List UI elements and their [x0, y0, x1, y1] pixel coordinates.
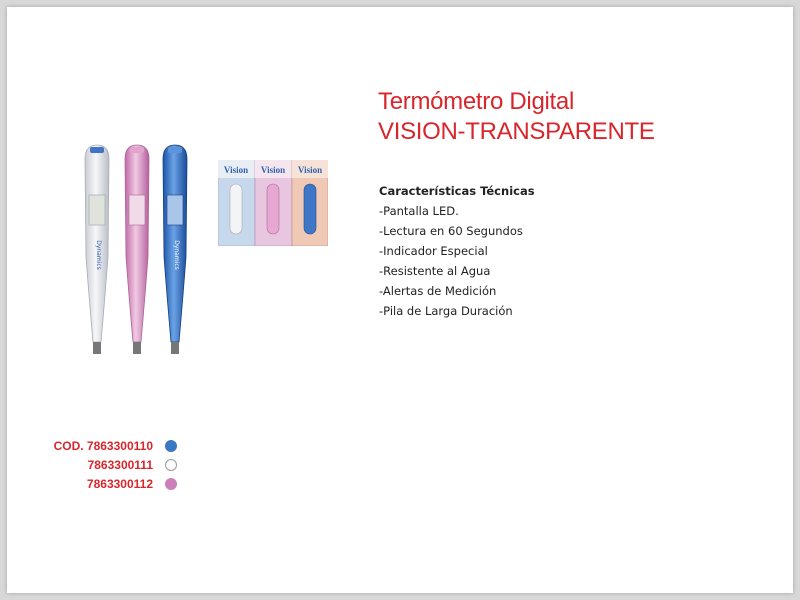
svg-text:Vision: Vision	[297, 165, 323, 175]
package-clear	[218, 160, 255, 246]
package-blue	[292, 160, 328, 246]
spec-item: -Indicador Especial	[379, 244, 488, 258]
product-codes	[37, 437, 177, 494]
thermometers-image	[77, 137, 207, 367]
catalog-page	[7, 7, 793, 593]
specs-list	[379, 181, 535, 321]
code-label: 7863300111	[87, 458, 153, 472]
product-title	[378, 87, 655, 147]
product-title-line2: VISION-TRANSPARENTE	[378, 118, 655, 145]
spec-item: -Lectura en 60 Segundos	[379, 224, 523, 238]
specs-heading: Características Técnicas	[379, 184, 535, 198]
spec-item: -Alertas de Medición	[379, 284, 497, 298]
spec-item: -Pila de Larga Duración	[379, 304, 513, 318]
code-row-blue	[37, 437, 177, 456]
code-row-clear	[37, 456, 177, 475]
spec-item: -Pantalla LED.	[379, 204, 459, 218]
code-label: 7863300112	[86, 477, 153, 491]
svg-text:Vision: Vision	[223, 165, 249, 175]
svg-text:Dynamics: Dynamics	[95, 240, 102, 270]
spec-item: -Resistente al Agua	[379, 264, 491, 278]
product-title-line1: Termómetro Digital	[378, 88, 574, 115]
thermometer-clear	[85, 145, 109, 354]
svg-text:Vision: Vision	[260, 165, 286, 175]
packages-image	[218, 160, 328, 246]
color-swatch-pink	[165, 478, 177, 490]
package-pink	[255, 160, 292, 246]
code-row-pink	[37, 475, 177, 494]
color-swatch-clear	[165, 459, 177, 471]
color-swatch-blue	[165, 440, 177, 452]
thermometer-pink	[125, 145, 149, 354]
code-label: COD. 7863300110	[53, 439, 153, 453]
svg-text:Dynamics: Dynamics	[173, 240, 180, 270]
thermometer-blue	[163, 145, 187, 354]
